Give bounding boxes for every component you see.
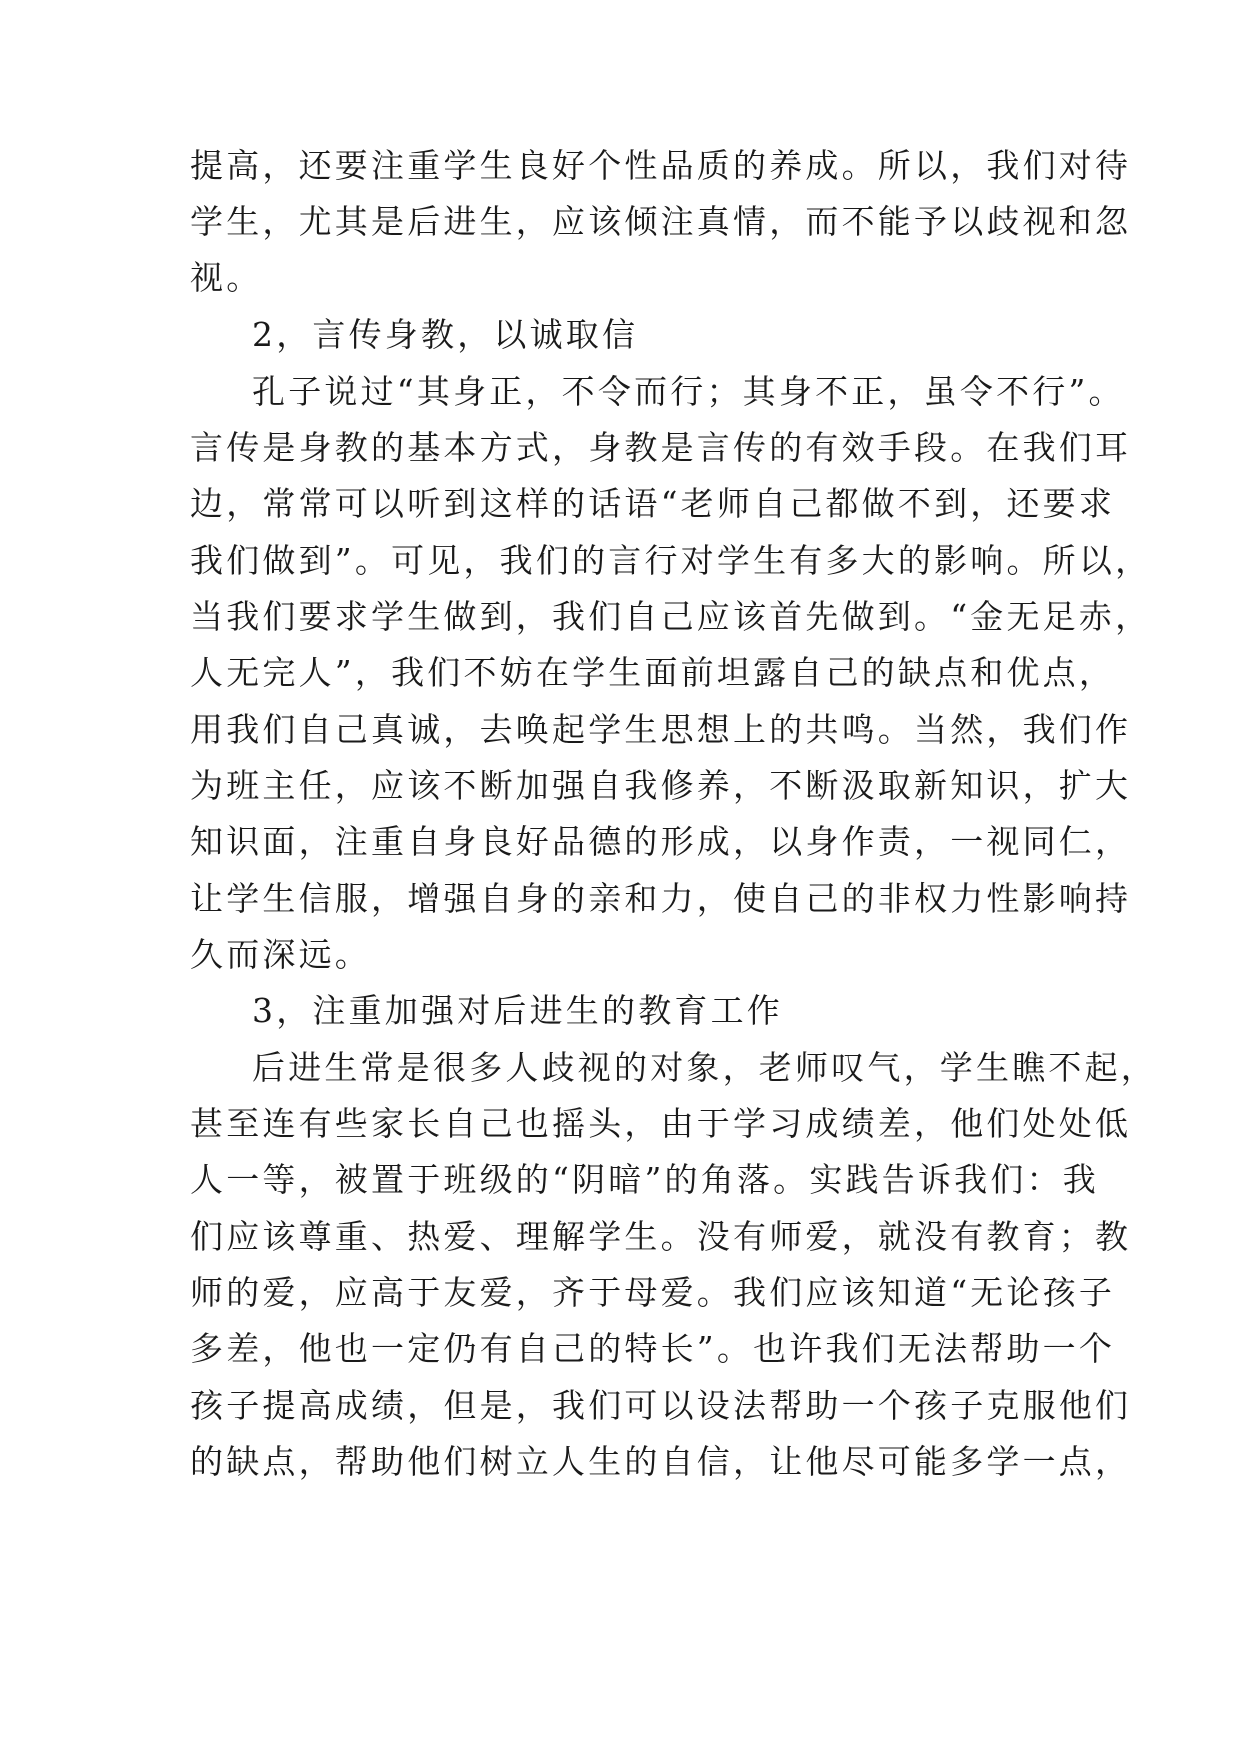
- text-line: 提高，还要注重学生良好个性品质的养成。所以，我们对待: [190, 146, 1132, 185]
- text-line: 知识面，注重自身良好品德的形成，以身作责，一视同仁，: [190, 822, 1132, 861]
- text-line: 的缺点，帮助他们树立人生的自信，让他尽可能多学一点，: [190, 1442, 1132, 1481]
- text-line: 让学生信服，增强自身的亲和力，使自己的非权力性影响持: [190, 879, 1132, 918]
- text-line: 用我们自己真诚，去唤起学生思想上的共鸣。当然，我们作: [190, 710, 1132, 749]
- text-line: 边，常常可以听到这样的话语“老师自己都做不到，还要求: [190, 484, 1116, 523]
- text-line: 久而深远。: [190, 935, 371, 974]
- text-line: 孩子提高成绩，但是，我们可以设法帮助一个孩子克服他们: [190, 1386, 1132, 1425]
- text-line: 多差，他也一定仍有自己的特长”。也许我们无法帮助一个: [190, 1329, 1116, 1368]
- text-line: 为班主任，应该不断加强自我修养，不断汲取新知识，扩大: [190, 766, 1132, 805]
- text-line: 人无完人”，我们不妨在学生面前坦露自己的缺点和优点，: [190, 653, 1116, 692]
- section-heading: 2，言传身教，以诚取信: [252, 315, 639, 354]
- text-line: 人一等，被置于班级的“阴暗”的角落。实践告诉我们：我: [190, 1160, 1099, 1199]
- text-line: 甚至连有些家长自己也摇头，由于学习成绩差，他们处处低: [190, 1104, 1132, 1143]
- text-line: 当我们要求学生做到，我们自己应该首先做到。“金无足赤，: [190, 597, 1152, 636]
- text-line: 言传是身教的基本方式，身教是言传的有效手段。在我们耳: [190, 428, 1132, 467]
- text-line: 们应该尊重、热爱、理解学生。没有师爱，就没有教育；教: [190, 1217, 1132, 1256]
- section-heading: 3，注重加强对后进生的教育工作: [252, 991, 783, 1030]
- text-line: 孔子说过“其身正，不令而行；其身不正，虽令不行”。: [252, 372, 1125, 411]
- text-line: 学生，尤其是后进生，应该倾注真情，而不能予以歧视和忽: [190, 202, 1132, 241]
- text-line: 师的爱，应高于友爱，齐于母爱。我们应该知道“无论孩子: [190, 1273, 1116, 1312]
- text-line: 后进生常是很多人歧视的对象，老师叹气，学生瞧不起，: [252, 1048, 1157, 1087]
- text-line: 我们做到”。可见，我们的言行对学生有多大的影响。所以，: [190, 541, 1152, 580]
- text-line: 视。: [190, 258, 263, 297]
